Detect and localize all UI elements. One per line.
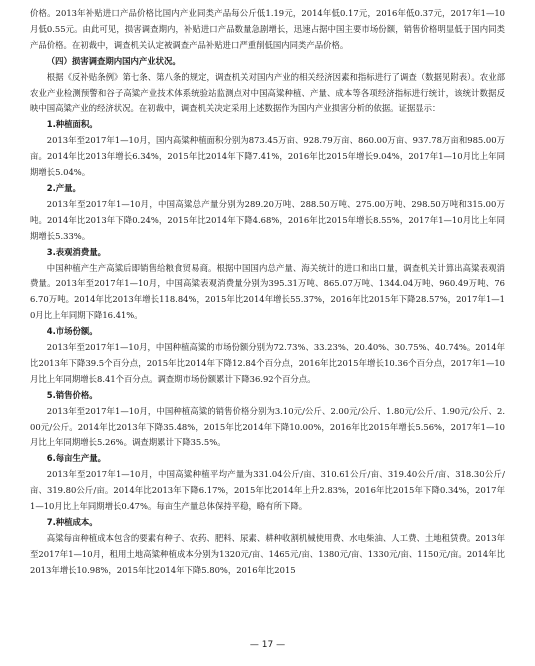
paragraph: 根据《反补贴条例》第七条、第八条的规定，调查机关对国内产业的相关经济因素和指标进行了调查（数据见附表）。农业部农业产业检测预警和谷子高粱产业技术体系统验站监测点对中国高粱种植、产量、成本等各项经济指标进行统计，该统计数据反映中国高粱产业的经济状况。在初裁中，调查机关决定采用上述数据作为国内产业损害分析的依据。证据显示： bbox=[30, 71, 505, 114]
section-heading: 3.表观消费量。 bbox=[46, 246, 107, 257]
paragraph: 2013年至2017年1—10月，中国种植高粱的市场份额分别为72.73%、33.23%、20.40%、30.75%、40.74%。2014年比2013年下降39.5个百分点，2015年比2014年下降12.84个百分点，2016年比2015年增长10.36个百分点，2017年1—10月比上年同期增长8.41个百分点。调查期市场份额累计下降36.92个百分点。 bbox=[30, 342, 505, 384]
section-heading: 2.产量。 bbox=[46, 182, 81, 193]
paragraph: 2013年至2017年1—10月，中国高粱种植平均产量为331.04公斤/亩、310.61公斤/亩、319.40公斤/亩、318.30公斤/亩、319.80公斤/亩。2014年比2013年下降6.17%，2015年比2014年上升2.83%，2016年比2015年下降0.34%，2017年1—10月比上年同期增长0.47%。每亩生产量总体保持平稳，略有所下降。 bbox=[30, 469, 505, 512]
document-body bbox=[30, 6, 505, 579]
section-heading: 7.种植成本。 bbox=[46, 517, 98, 527]
paragraph: 高粱每亩种植成本包含的要素有种子、农药、肥料、尿素、耕种收割机械使用费、水电柴油、人工费、土地租赁费。2013年至2017年1—10月，租用土地高粱种植成本分别为1320元/亩、1465元/亩、1380元/亩、1330元/亩、1150元/亩。2014年比2013年增长10.98%，2015年比2014年下降5.80%，2016年比2015 bbox=[30, 532, 505, 575]
paragraph: 中国种植产生产高粱后即销售给粮食贸易商。根据中国国内总产量、海关统计的进口和出口量，调查机关计算出高粱表观消费量。2013年至2017年1—10月，中国高粱表观消费量分别为395.31万吨、865.07万吨、1344.04万吨、960.49万吨、766.70万吨。2014年比2013年增长118.84%，2015年比2014年增长55.37%，2016年比2015年下降28.57%，2017年1—10月比上年同期下降16.41%。 bbox=[30, 262, 505, 321]
paragraph: 2013年至2017年1—10月，国内高粱种植面积分别为873.45万亩、928.79万亩、860.00万亩、937.78万亩和985.00万亩。2014年比2013年增长6.34%，2015年比2014年下降7.41%，2016年比2015年增长9.04%，2017年1—10月比上年同期增长5.04%。 bbox=[30, 135, 505, 178]
page-number: — 17 — bbox=[249, 640, 286, 650]
section-heading: 1.种植面积。 bbox=[46, 119, 98, 130]
section-heading: 5.销售价格。 bbox=[46, 389, 98, 400]
section-heading: （四）损害调查期内国内产业状况。 bbox=[46, 55, 181, 66]
section-heading: 6.每亩生产量。 bbox=[46, 453, 107, 464]
paragraph: 2013年至2017年1—10月，中国高粱总产量分别为289.20万吨、288.50万吨、275.00万吨、298.50万吨和315.00万吨。2014年比2013年下降0.24%，2015年比2014年下降4.68%，2016年比2015年增长8.55%，2017年1—10月比上年同期增长5.33%。 bbox=[30, 198, 505, 241]
paragraph: 价格。2013年补贴进口产品价格比国内产业同类产品每公斤低1.19元，2014年低0.17元，2016年低0.37元，2017年1—10月低0.55元。由此可见，损害调查期内，补贴进口产品数量急剧增长，迅速占据中国主要市场份额，销售价格明显低于国内同类产品价格。在初裁中，调查机关认定被调查产品补贴进口严重削低国内同类产品价格。 bbox=[30, 8, 505, 50]
paragraph: 2013年至2017年1—10月，中国种植高粱的销售价格分别为3.10元/公斤、2.00元/公斤、1.80元/公斤、1.90元/公斤、2.00元/公斤。2014年比2013年下降35.48%，2015年比2014年下降10.00%，2016年比2015年增长5.56%，2017年1—10月比上年同期增长5.26%。调查期累计下降35.5%。 bbox=[30, 405, 505, 448]
section-heading: 4.市场份额。 bbox=[46, 326, 98, 337]
